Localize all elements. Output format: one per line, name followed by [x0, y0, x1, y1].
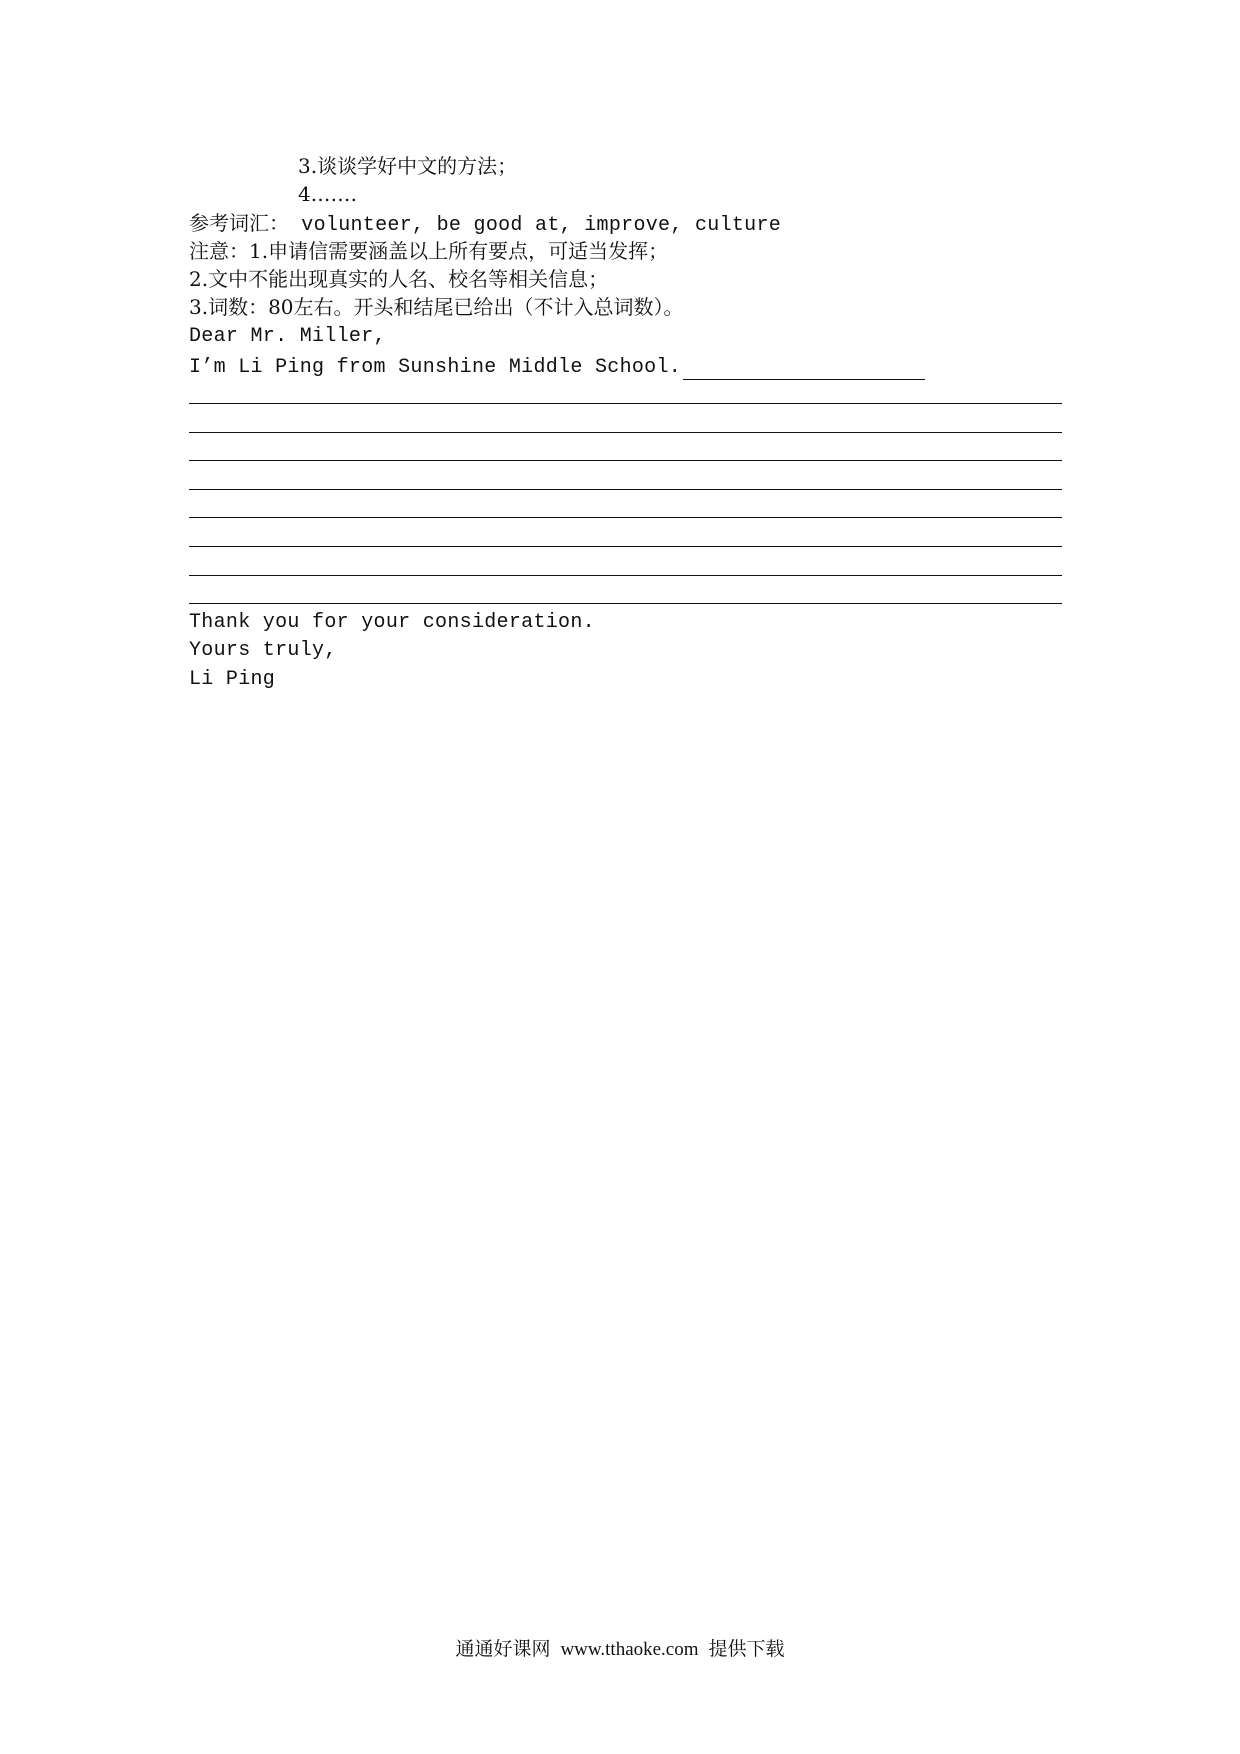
answer-line[interactable] [189, 489, 1062, 490]
answer-line[interactable] [189, 546, 1062, 547]
letter-signoff: Yours truly, [189, 639, 337, 662]
vocabulary-words: volunteer, be good at, improve, culture [289, 214, 782, 237]
task-point-4: 4.…… [298, 182, 358, 206]
letter-signature: Li Ping [189, 668, 276, 691]
answer-line[interactable] [189, 517, 1062, 518]
footer-site-name: 通通好课网 [455, 1638, 551, 1660]
note-1: 注意：1.申请信需要涵盖以上所有要点，可适当发挥； [189, 239, 669, 263]
footer-suffix: 提供下载 [708, 1638, 785, 1660]
vocabulary-label: 参考词汇： [189, 211, 289, 235]
letter-opening: I’m Li Ping from Sunshine Middle School. [189, 356, 682, 379]
vocabulary-line [189, 211, 781, 238]
answer-line[interactable] [189, 432, 1062, 433]
letter-opening-line [189, 354, 925, 380]
footer-url: www.tthaoke.com [560, 1639, 699, 1660]
letter-greeting: Dear Mr. Miller, [189, 325, 386, 348]
answer-line[interactable] [189, 575, 1062, 576]
answer-line[interactable] [189, 603, 1062, 604]
answer-line[interactable] [189, 460, 1062, 461]
footer [0, 1637, 1240, 1662]
note-2: 2.文中不能出现真实的人名、校名等相关信息； [189, 267, 609, 291]
letter-closing: Thank you for your consideration. [189, 611, 595, 634]
opening-blank[interactable] [683, 359, 925, 380]
answer-line[interactable] [189, 403, 1062, 404]
task-point-3: 3.谈谈学好中文的方法； [298, 154, 518, 178]
note-3: 3.词数：80左右。开头和结尾已给出（不计入总词数）。 [189, 295, 684, 319]
